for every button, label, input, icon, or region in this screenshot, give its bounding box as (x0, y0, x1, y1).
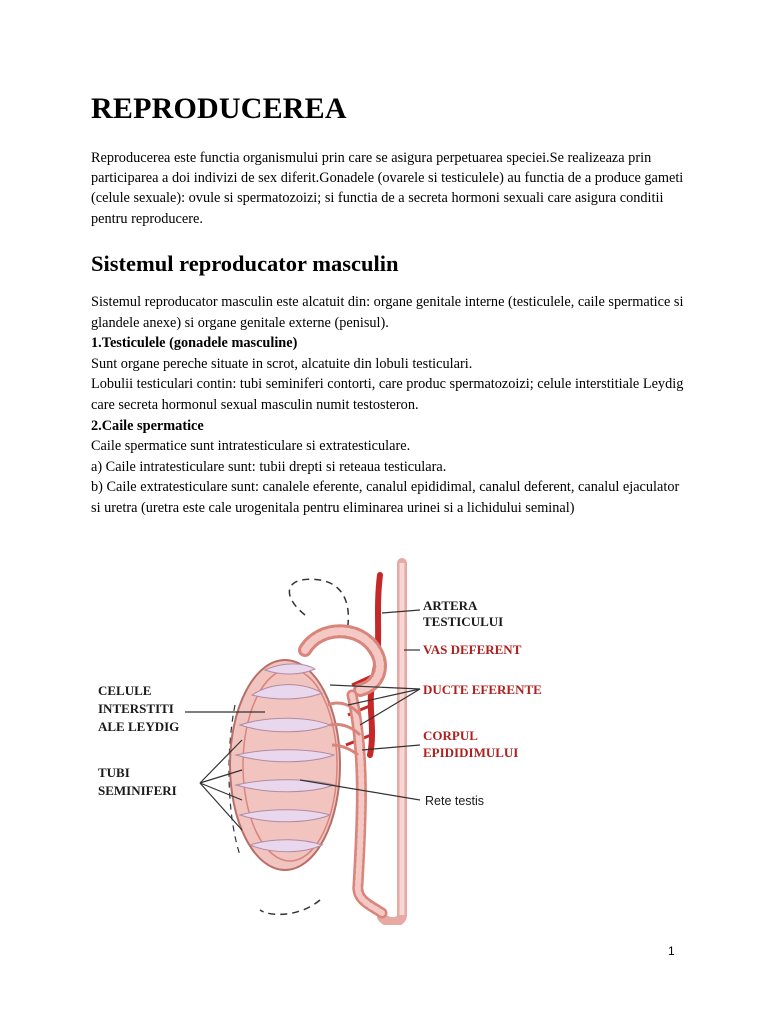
page-title: REPRODUCEREA (91, 92, 347, 125)
heading-testicule: 1.Testiculele (gonadele masculine) (91, 335, 298, 352)
section-intro: Sistemul reproducator masculin este alcatuit din: organe genitale interne (testiculele, caile spermatice si glandele anexe) si organe genitale externe (penisul). (91, 294, 684, 331)
label-tubi-2: SEMINIFERI (98, 783, 177, 798)
label-corpul-1: CORPUL (423, 728, 478, 743)
paragraph-testicule-b: Lobulii testiculari contin: tubi seminiferi contorti, care produc spermatozoizi; celule interstitiale Leydig care secreta hormonul sexual masculin numit testosteron. (91, 376, 684, 413)
heading-caile: 2.Caile spermatice (91, 417, 204, 434)
paragraph-caile-b: a) Caile intratesticulare sunt: tubii drepti si reteaua testiculara. (91, 458, 447, 475)
section-title: Sistemul reproducator masculin (91, 251, 399, 276)
label-celule-3: ALE LEYDIG (98, 719, 180, 734)
vas-deferens (382, 563, 402, 922)
paragraph-testicule-a: Sunt organe pereche situate in scrot, alcatuite din lobuli testiculari. (91, 355, 473, 372)
intro-paragraph: Reproducerea este functia organismului prin care se asigura perpetuarea speciei.Se realizeaza prin participarea a doi indivizi de sex diferit.Gonadele (ovarele si testiculele) au functia de a produce gameti (celule sexuale): ovule si spermatozoizi; si functia de a secreta hormoni sexuali care asigura conditii pentru reproducere. (91, 150, 684, 227)
label-tubi-1: TUBI (98, 765, 130, 780)
testis-diagram (90, 555, 550, 925)
label-artera-1: ARTERA (423, 598, 478, 613)
label-corpul-2: EPIDIDIMULUI (423, 745, 519, 760)
label-ducte-eferente: DUCTE EFERENTE (423, 682, 542, 697)
label-artera-2: TESTICULUI (423, 614, 504, 629)
paragraph-caile-c: b) Caile extratesticulare sunt: canalele eferente, canalul epididimal, canalul deferent, canalul ejaculator si uretra (uretra este cale urogenitala pentru eliminarea urinei si a lichidului seminal) (91, 479, 680, 516)
label-celule-2: INTERSTITI (98, 701, 174, 716)
page-number: 1 (668, 944, 675, 958)
section-body (91, 292, 691, 519)
label-vas-deferent: VAS DEFERENT (423, 642, 522, 657)
paragraph-caile-a: Caile spermatice sunt intratesticulare si extratesticulare. (91, 438, 411, 455)
label-celule-1: CELULE (98, 683, 152, 698)
label-rete-testis: Rete testis (425, 794, 485, 808)
tunica-outline (260, 900, 320, 914)
